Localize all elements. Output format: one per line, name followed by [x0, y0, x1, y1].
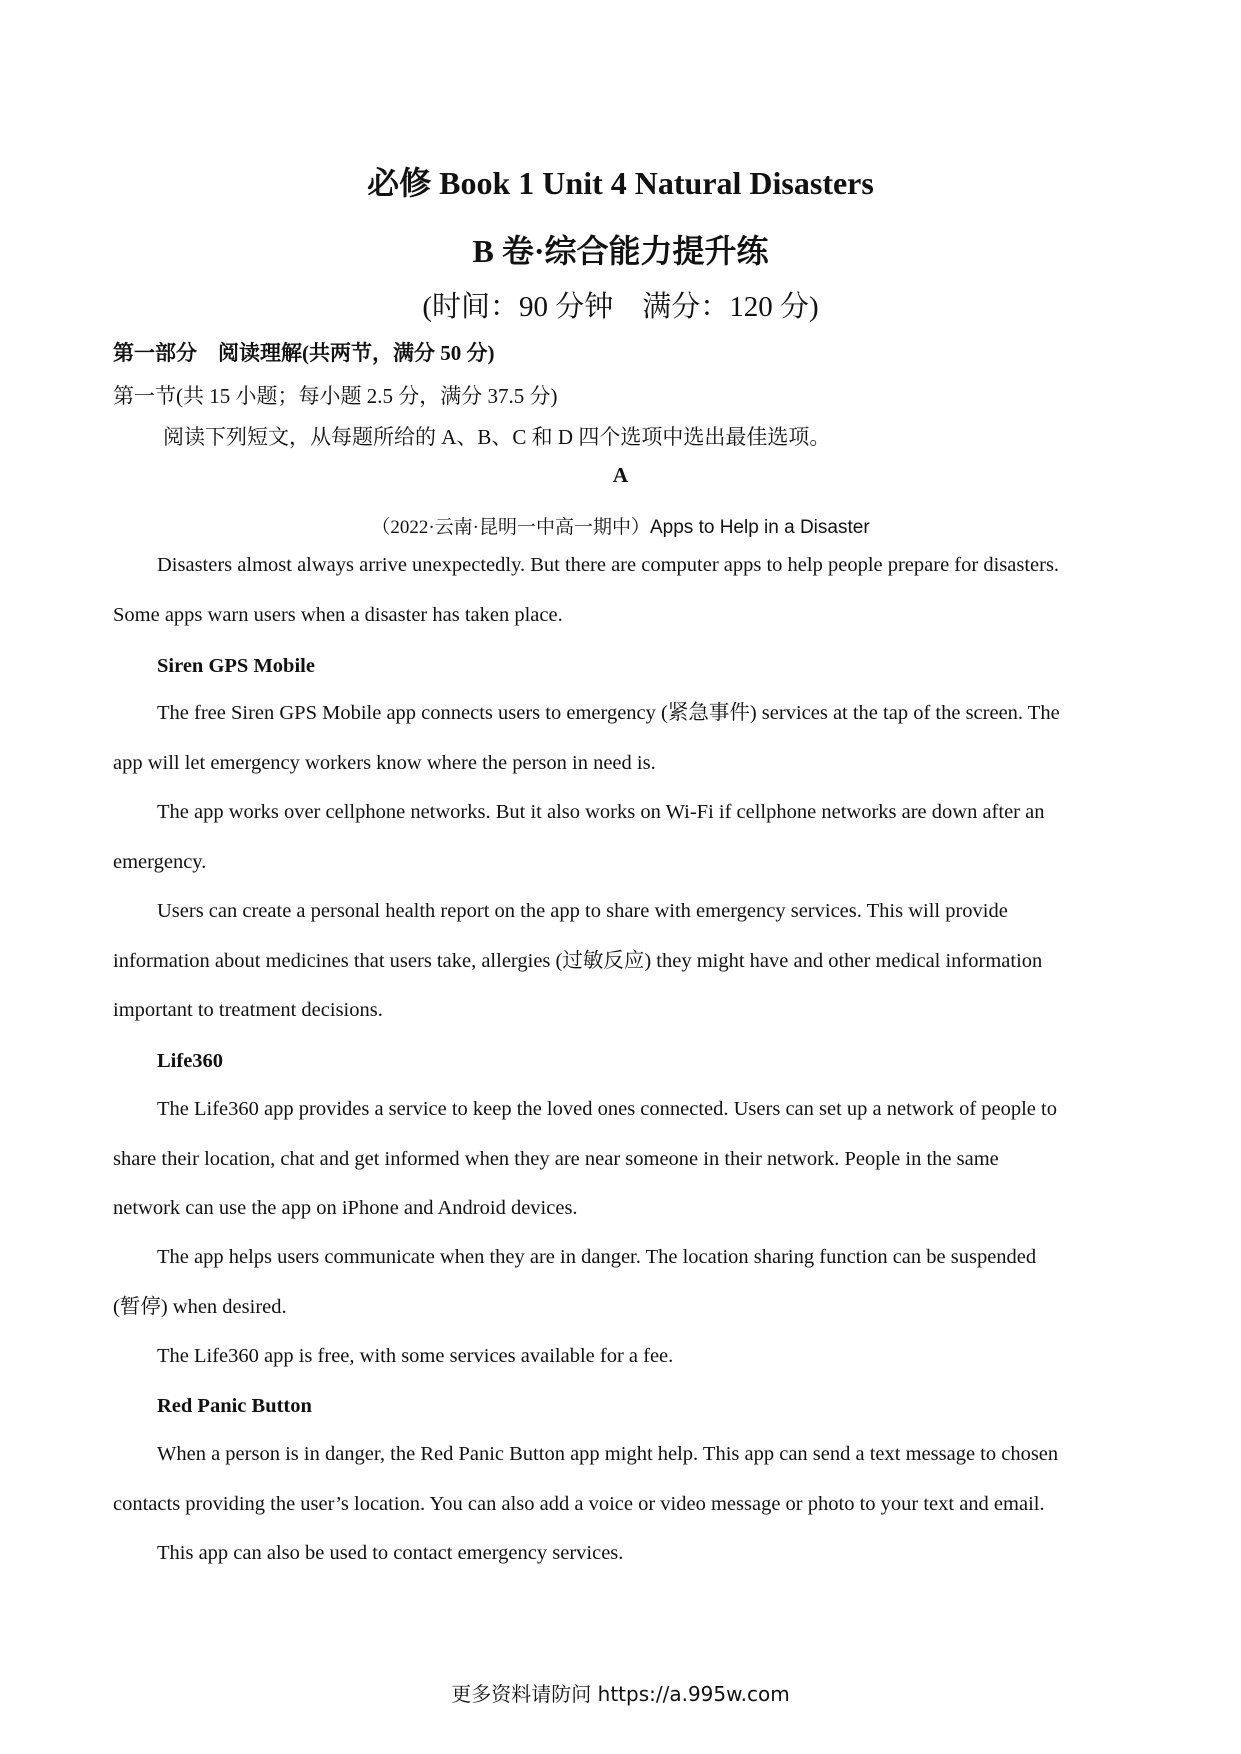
paragraph-line: The Life360 app provides a service to keep the loved ones connected. Users can set up a network of people to [157, 1098, 1057, 1120]
paragraph-line: Disasters almost always arrive unexpectedly. But there are computer apps to help people prepare for disasters. [157, 554, 1060, 576]
exam-time-info: (时间：90 分钟 满分：120 分) [422, 291, 819, 323]
paragraph-red-panic-1 [113, 1430, 1128, 1529]
paragraph-line: contacts providing the user’s location. You can also add a voice or video message or photo to your text and email. [113, 1492, 1045, 1515]
paragraph-life360-2 [113, 1233, 1128, 1332]
paragraph-siren-1 [113, 689, 1128, 788]
paragraph-line: app will let emergency workers know where the person in need is. [113, 751, 656, 774]
paragraph-red-panic-2 [113, 1529, 1128, 1579]
paragraph-line: Users can create a personal health report on the app to share with emergency services. This will provide [157, 900, 1008, 922]
subheading-life360: Life360 [157, 1050, 224, 1072]
document-subtitle: B 卷·综合能力提升练 [472, 233, 769, 269]
subheading-siren-gps: Siren GPS Mobile [157, 655, 315, 677]
paragraph-line: The Life360 app is free, with some services available for a fee. [157, 1345, 674, 1367]
paragraph-line: This app can also be used to contact emergency services. [157, 1542, 624, 1564]
document-title: 必修 Book 1 Unit 4 Natural Disasters [367, 165, 874, 201]
paragraph-life360-3 [113, 1332, 1128, 1382]
paragraph-line: The app helps users communicate when they are in danger. The location sharing function can be suspended [157, 1246, 1037, 1268]
paragraph-line: When a person is in danger, the Red Panic Button app might help. This app can send a text message to chosen [157, 1443, 1059, 1465]
part-heading: 第一部分 阅读理解(共两节，满分 50 分) [113, 341, 495, 365]
paragraph-siren-3 [113, 887, 1128, 1036]
paragraph-siren-2 [113, 788, 1128, 887]
passage-source [0, 512, 1241, 539]
passage-source-cn: （2022·云南·昆明一中高一期中） [371, 517, 650, 538]
instructions: 阅读下列短文，从每题所给的 A、B、C 和 D 四个选项中选出最佳选项。 [163, 425, 831, 449]
paragraph-line: (暂停) when desired. [113, 1295, 287, 1318]
paragraph-line: emergency. [113, 850, 207, 873]
paragraph-line: information about medicines that users take, allergies (过敏反应) they might have and other medical information [113, 949, 1043, 972]
passage-letter: A [612, 463, 629, 487]
paragraph-line: The free Siren GPS Mobile app connects users to emergency (紧急事件) services at the tap of the screen. The [157, 702, 1060, 724]
passage-title: Apps to Help in a Disaster [649, 517, 870, 538]
paragraph-life360-1 [113, 1085, 1128, 1234]
paragraph-line: network can use the app on iPhone and Android devices. [113, 1197, 578, 1219]
paragraph-intro [113, 541, 1128, 640]
paragraph-line: important to treatment decisions. [113, 999, 383, 1021]
footer-link[interactable]: 更多资料请防问 https://a.995w.com [451, 1682, 790, 1706]
paragraph-line: Some apps warn users when a disaster has taken place. [113, 603, 563, 626]
paragraph-line: The app works over cellphone networks. But it also works on Wi-Fi if cellphone networks are down after an [157, 801, 1045, 823]
section-heading: 第一节(共 15 小题；每小题 2.5 分，满分 37.5 分) [113, 384, 558, 408]
paragraph-line: share their location, chat and get informed when they are near someone in their network. People in the same [113, 1147, 999, 1170]
subheading-red-panic-button: Red Panic Button [157, 1395, 312, 1417]
